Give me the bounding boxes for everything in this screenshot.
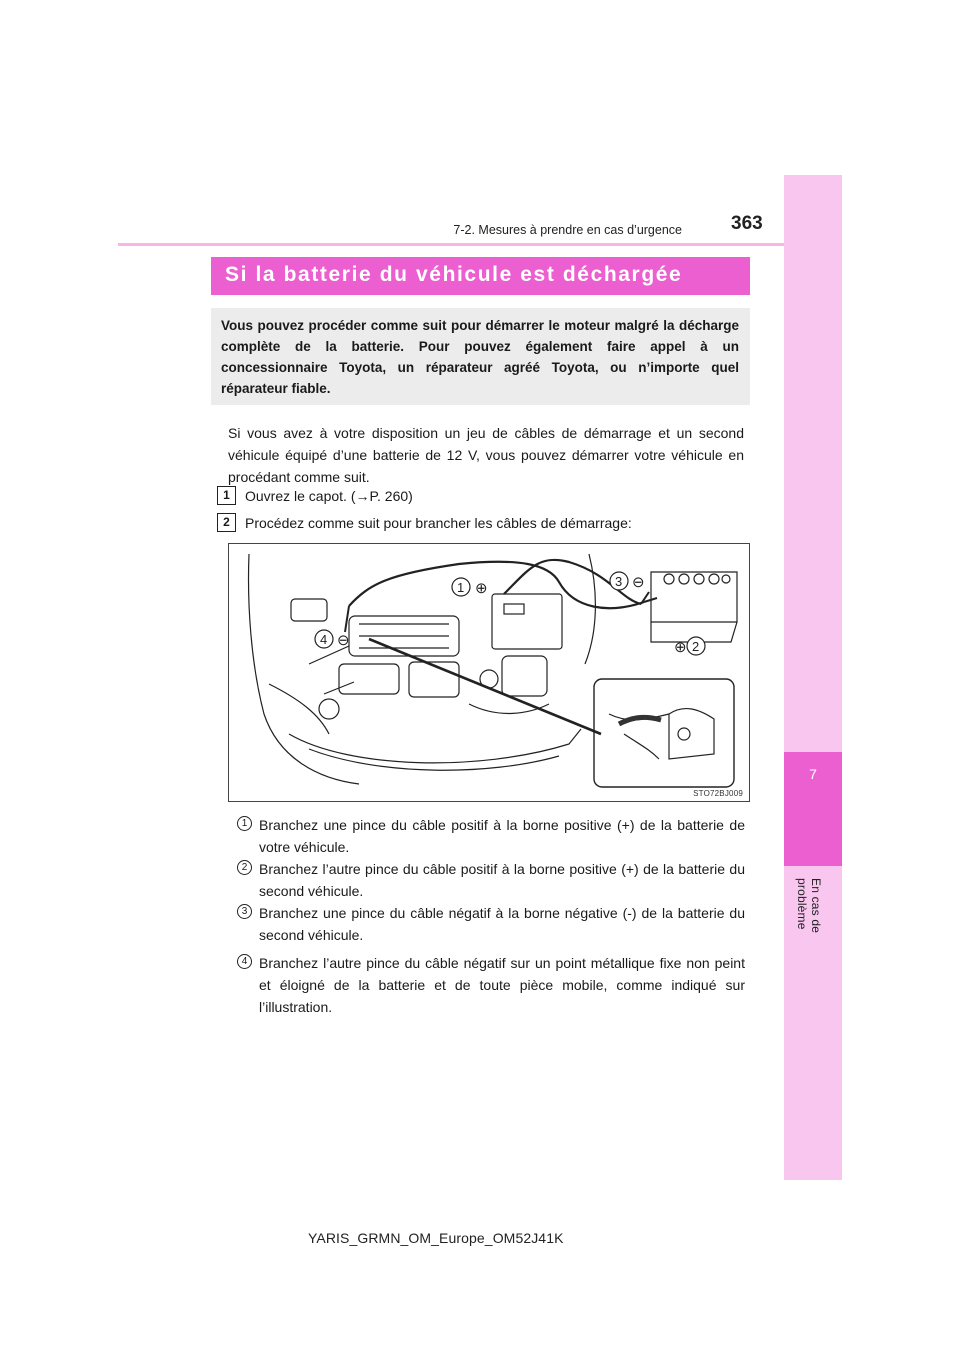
- clamp-positive: [641, 592, 657, 604]
- battery-cap-4: [709, 574, 719, 584]
- body-paragraph: Si vous avez à votre disposition un jeu de câbles de démarrage et un second véhicule équipé d’une batterie de 12 V, vous pouvez démarrer votre véhicule en procédant comme suit.: [228, 425, 744, 485]
- detail-bracket: [669, 709, 714, 759]
- substep-3-text: Branchez une pince du câble négatif à la borne négative (-) de la batterie du second véhicule.: [259, 905, 745, 943]
- step-1-badge: 1: [217, 486, 236, 505]
- page-title: Si la batterie du véhicule est déchargée: [225, 263, 683, 286]
- substep-3-number: 3: [237, 904, 252, 919]
- jump-start-illustration: [228, 543, 750, 802]
- engine-ribs: [359, 624, 449, 648]
- battery-cap-5: [722, 575, 730, 583]
- leader-line: [369, 639, 601, 734]
- callout-1-label: 1: [457, 580, 465, 595]
- negative-cable: [349, 562, 644, 608]
- battery-cap-3: [694, 574, 704, 584]
- cap-left: [319, 699, 339, 719]
- vehicle-battery: [492, 594, 562, 649]
- chapter-side-tab: [784, 175, 842, 1180]
- substep-1-number: 1: [237, 816, 252, 831]
- callout-3-label: 3: [615, 574, 623, 589]
- callout-4-sign: ⊖: [337, 632, 350, 649]
- substep-2-text: Branchez l’autre pince du câble positif à la borne positive (+) de la batterie du second véhicule.: [259, 861, 745, 899]
- detail-arrow: [619, 717, 661, 724]
- clamp-negative: [345, 606, 349, 632]
- callout-2-sign: ⊕: [674, 639, 687, 656]
- car-left-contour: [249, 554, 359, 784]
- grille-line: [309, 749, 559, 770]
- engine-bay-drawing: [229, 544, 750, 802]
- step-2-badge: 2: [217, 513, 236, 532]
- illustration-code: STO72BJ009: [693, 789, 743, 798]
- page-number: 363: [731, 213, 763, 234]
- battery-bracket: [502, 656, 547, 696]
- detail-inset: [594, 679, 734, 787]
- callout-3-sign: ⊖: [632, 574, 645, 591]
- pipes: [309, 646, 354, 694]
- step-1-text: Ouvrez le capot. (→P. 260): [245, 488, 413, 504]
- battery-cap-2: [679, 574, 689, 584]
- detail-bolt: [678, 728, 690, 740]
- header-rule: [118, 243, 784, 246]
- intro-box: [211, 308, 750, 405]
- engine-part-left: [291, 599, 327, 621]
- callout-2-label: 2: [692, 639, 700, 654]
- chapter-number: 7: [809, 766, 817, 782]
- intro-text: Vous pouvez procéder comme suit pour démarrer le moteur malgré la décharge complète de la batterie. Pour pouvez également faire appel à un concessionnaire Toyota, un réparateur agréé Toyota, ou n’importe quel réparateur fiable.: [221, 318, 739, 396]
- step-2-text: Procédez comme suit pour brancher les câbles de démarrage:: [245, 515, 632, 531]
- detail-line-2: [624, 734, 659, 759]
- battery-cap-1: [664, 574, 674, 584]
- engine-part-mid-right: [409, 662, 459, 697]
- callout-1-sign: ⊕: [475, 580, 488, 597]
- substep-4-number: 4: [237, 954, 252, 969]
- left-hose: [269, 684, 329, 734]
- document-id: YARIS_GRMN_OM_Europe_OM52J41K: [308, 1230, 564, 1246]
- substep-1-text: Branchez une pince du câble positif à la borne positive (+) de la batterie de votre véhicule.: [259, 817, 745, 855]
- chapter-label: En cas de problème: [795, 878, 823, 934]
- battery-terminal-pos: [504, 604, 524, 614]
- section-heading: 7-2. Mesures à prendre en cas d’urgence: [453, 223, 682, 237]
- callout-4-label: 4: [320, 632, 328, 647]
- bumper-line: [289, 729, 581, 763]
- engine-part-mid: [339, 664, 399, 694]
- title-bar: [211, 257, 750, 295]
- substep-4-text: Branchez l’autre pince du câble négatif sur un point métallique fixe non peint et éloigné de la batterie et de toute pièce mobile, comme indiqué sur l’illustration.: [259, 955, 745, 1015]
- substep-2-number: 2: [237, 860, 252, 875]
